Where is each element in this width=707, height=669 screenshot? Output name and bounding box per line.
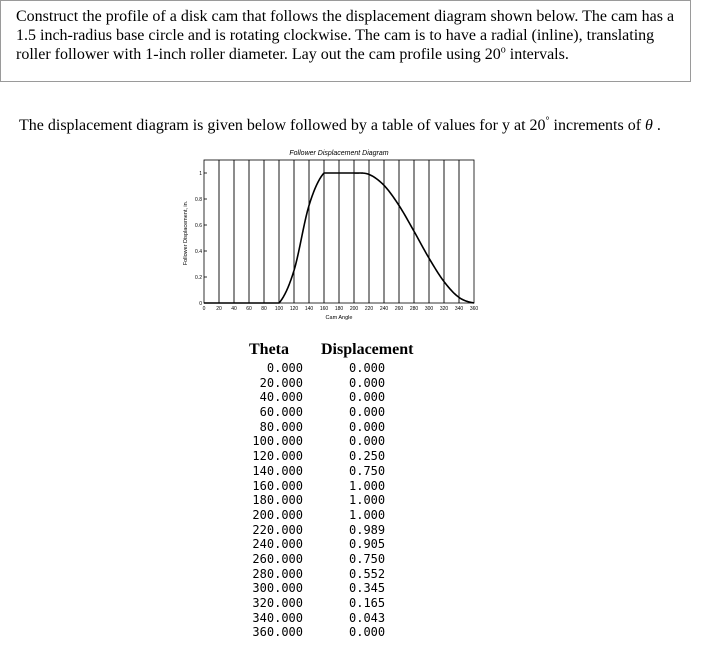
intro-sentence [19,116,679,135]
displacement-cell: 0.905 [349,537,386,552]
table-row [236,361,436,376]
displacement-cell: 0.750 [349,463,386,478]
intro-text-end: . [652,117,661,134]
x-tick-label: 260 [394,306,404,312]
theta-cell: 0.000 [266,361,303,375]
table-row [236,611,436,626]
x-tick-label: 60 [246,306,252,312]
x-tick-label: 20 [216,306,222,312]
theta-cell: 20.000 [259,375,303,390]
theta-cell: 140.000 [252,463,303,478]
gridlines [219,160,459,303]
x-tick-label: 80 [261,306,267,312]
header-theta: Theta [249,341,289,358]
theta-cell: 300.000 [252,581,303,596]
displacement-diagram [178,145,488,325]
theta-cell: 200.000 [252,507,303,522]
x-tick-label: 140 [304,306,314,312]
y-tick-label: 1 [199,171,202,177]
x-tick-label: 320 [439,306,449,312]
theta-cell: 240.000 [252,537,303,552]
x-axis-label: Cam Angle [325,315,353,321]
table-row [236,479,436,494]
theta-cell: 80.000 [259,419,303,434]
x-tick-label: 100 [274,306,284,312]
header-displacement: Displacement [321,341,414,358]
displacement-cell: 0.000 [349,419,386,434]
displacement-cell: 1.000 [349,478,386,493]
y-tick-label: 0.6 [195,223,202,229]
x-tick-label: 360 [469,306,479,312]
theta-cell: 160.000 [252,478,303,493]
x-tick-label: 200 [349,306,359,312]
intro-degree-symbol: ° [545,115,550,127]
theta-cell: 60.000 [259,405,303,420]
theta-cell: 40.000 [259,390,303,405]
table-row [236,523,436,538]
table-row [236,493,436,508]
x-tick-label: 0 [202,306,206,312]
displacement-cell: 0.345 [349,581,386,596]
displacement-cell: 0.000 [349,375,386,390]
displacement-cell: 0.000 [349,405,386,420]
table-row [236,390,436,405]
displacement-cell: 0.000 [349,625,386,640]
intro-text-middle: increments of [549,117,646,134]
y-ticks [195,171,207,307]
chart-title: Follower Displacement Diagram [289,150,389,157]
table-row [236,596,436,611]
theta-cell: 340.000 [252,610,303,625]
table-row [236,449,436,464]
displacement-cell: 0.043 [349,610,386,625]
degree-symbol: o [500,44,506,56]
displacement-cell: 0.165 [349,596,386,610]
table-row [236,552,436,567]
theta-cell: 220.000 [252,522,303,537]
y-tick-label: 0.2 [195,275,202,281]
problem-statement-box [0,0,691,82]
displacement-cell: 0.000 [349,390,386,405]
theta-cell: 280.000 [252,566,303,581]
displacement-cell: 1.000 [349,507,386,522]
displacement-cell: 0.750 [349,551,386,566]
table-row [236,405,436,420]
theta-symbol: θ [645,117,653,134]
x-ticks [203,306,479,312]
theta-cell: 100.000 [252,434,303,449]
x-tick-label: 240 [379,306,389,312]
y-tick-label: 0.8 [195,197,202,203]
theta-cell: 120.000 [252,449,303,464]
x-tick-label: 220 [364,306,374,312]
problem-text: Construct the profile of a disk cam that follows the displacement diagram shown below. The cam has a 1.5 inch-radius base circle and is rotating clockwise. The cam is to have a radial (inline), translating roller follower with 1-inch roller diameter. Lay out the cam profile using 20 [16,8,675,63]
y-tick-label: 0.4 [195,249,202,255]
theta-cell: 260.000 [252,551,303,566]
table-body [236,361,436,640]
table-row [236,434,436,449]
x-tick-label: 40 [231,306,237,312]
table-row [236,464,436,479]
displacement-cell: 0.250 [349,449,386,464]
x-tick-label: 160 [319,306,329,312]
table-row [236,420,436,435]
y-tick-label: 0 [199,301,202,307]
intro-text: The displacement diagram is given below followed by a table of values for y at 20 [19,117,546,134]
displacement-cell: 0.000 [349,434,386,449]
table-row [236,581,436,596]
table-row [236,508,436,523]
table-row [236,567,436,582]
table-row [236,625,436,640]
displacement-cell: 0.989 [349,522,386,537]
table-row [236,537,436,552]
theta-cell: 360.000 [252,625,303,640]
theta-cell: 180.000 [252,493,303,508]
table-row [236,376,436,391]
x-tick-label: 120 [289,306,299,312]
problem-text-end: intervals. [505,46,569,63]
y-axis-label: Follower Displacement, in. [183,200,189,266]
x-tick-label: 280 [409,306,419,312]
x-tick-label: 300 [424,306,434,312]
x-tick-label: 180 [334,306,344,312]
theta-cell: 320.000 [252,596,303,610]
displacement-cell: 1.000 [349,493,386,508]
problem-statement [16,7,686,64]
x-tick-label: 340 [454,306,464,312]
displacement-cell: 0.000 [349,361,386,375]
displacement-cell: 0.552 [349,566,386,581]
